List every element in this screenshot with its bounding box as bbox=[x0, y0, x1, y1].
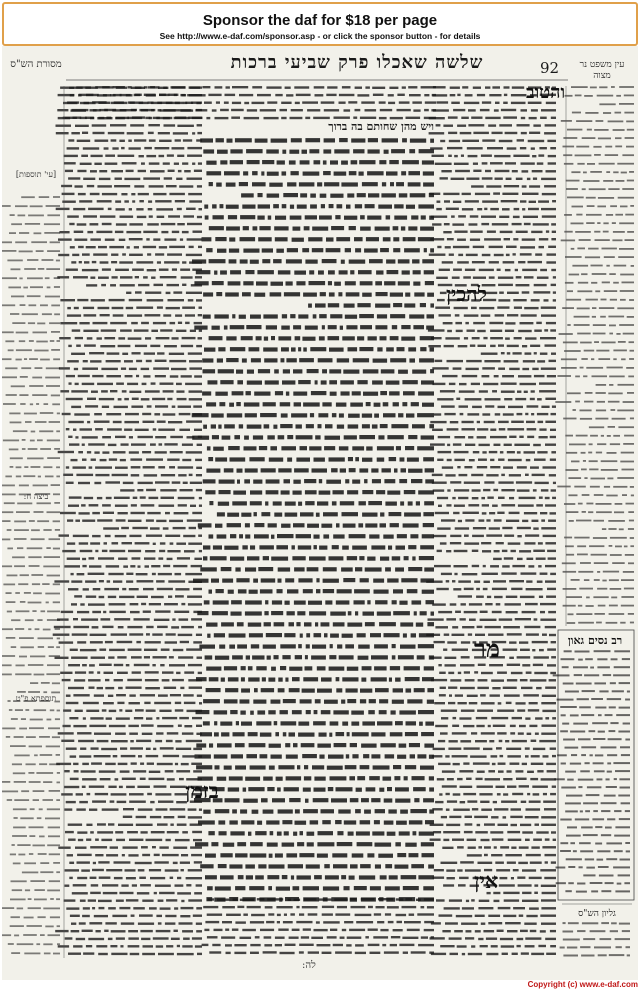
talmud-page bbox=[2, 46, 638, 980]
sponsor-title[interactable]: Sponsor the daf for $18 per page bbox=[202, 12, 438, 29]
gemara-opening-line: ויש מהן שחותם בה ברוך bbox=[328, 120, 434, 133]
rabbeinu-nissim-label: רב נסים גאון bbox=[567, 634, 623, 647]
margin-note-3: תוספתא פ"ט bbox=[15, 694, 57, 703]
rashi-dibur-hamatchil-1: להכין bbox=[446, 282, 487, 306]
ein-mishpat-label: עין משפט נר מצוה bbox=[579, 60, 625, 81]
talmud-page-scan bbox=[2, 46, 638, 980]
page-footer-catchword: לה: bbox=[302, 960, 316, 971]
page-header-title: שלשה שאכלו פרק שביעי ברכות bbox=[230, 52, 484, 73]
rashi-dibur-hamatchil-2: מר bbox=[474, 634, 501, 663]
rashi-opening-word: והטוב bbox=[526, 82, 566, 103]
rashi-dibur-hamatchil-3: אין bbox=[474, 868, 499, 893]
copyright-notice: Copyright (c) www.e-daf.com bbox=[527, 980, 638, 989]
margin-note-1: [עי' תוספות] bbox=[15, 170, 57, 179]
gemara-large-word: בזמן bbox=[185, 778, 219, 803]
sponsor-banner[interactable] bbox=[2, 2, 638, 46]
gilyon-hashas-label: גליון הש"ס bbox=[578, 909, 616, 919]
page-number: 92 bbox=[540, 59, 560, 77]
sponsor-subtitle[interactable]: See http://www.e-daf.com/sponsor.asp - or click the sponsor button - for details bbox=[159, 31, 481, 41]
masoret-hashas-label: מסורת הש"ס bbox=[10, 59, 62, 70]
margin-note-2: ביצה ח: bbox=[23, 492, 49, 501]
